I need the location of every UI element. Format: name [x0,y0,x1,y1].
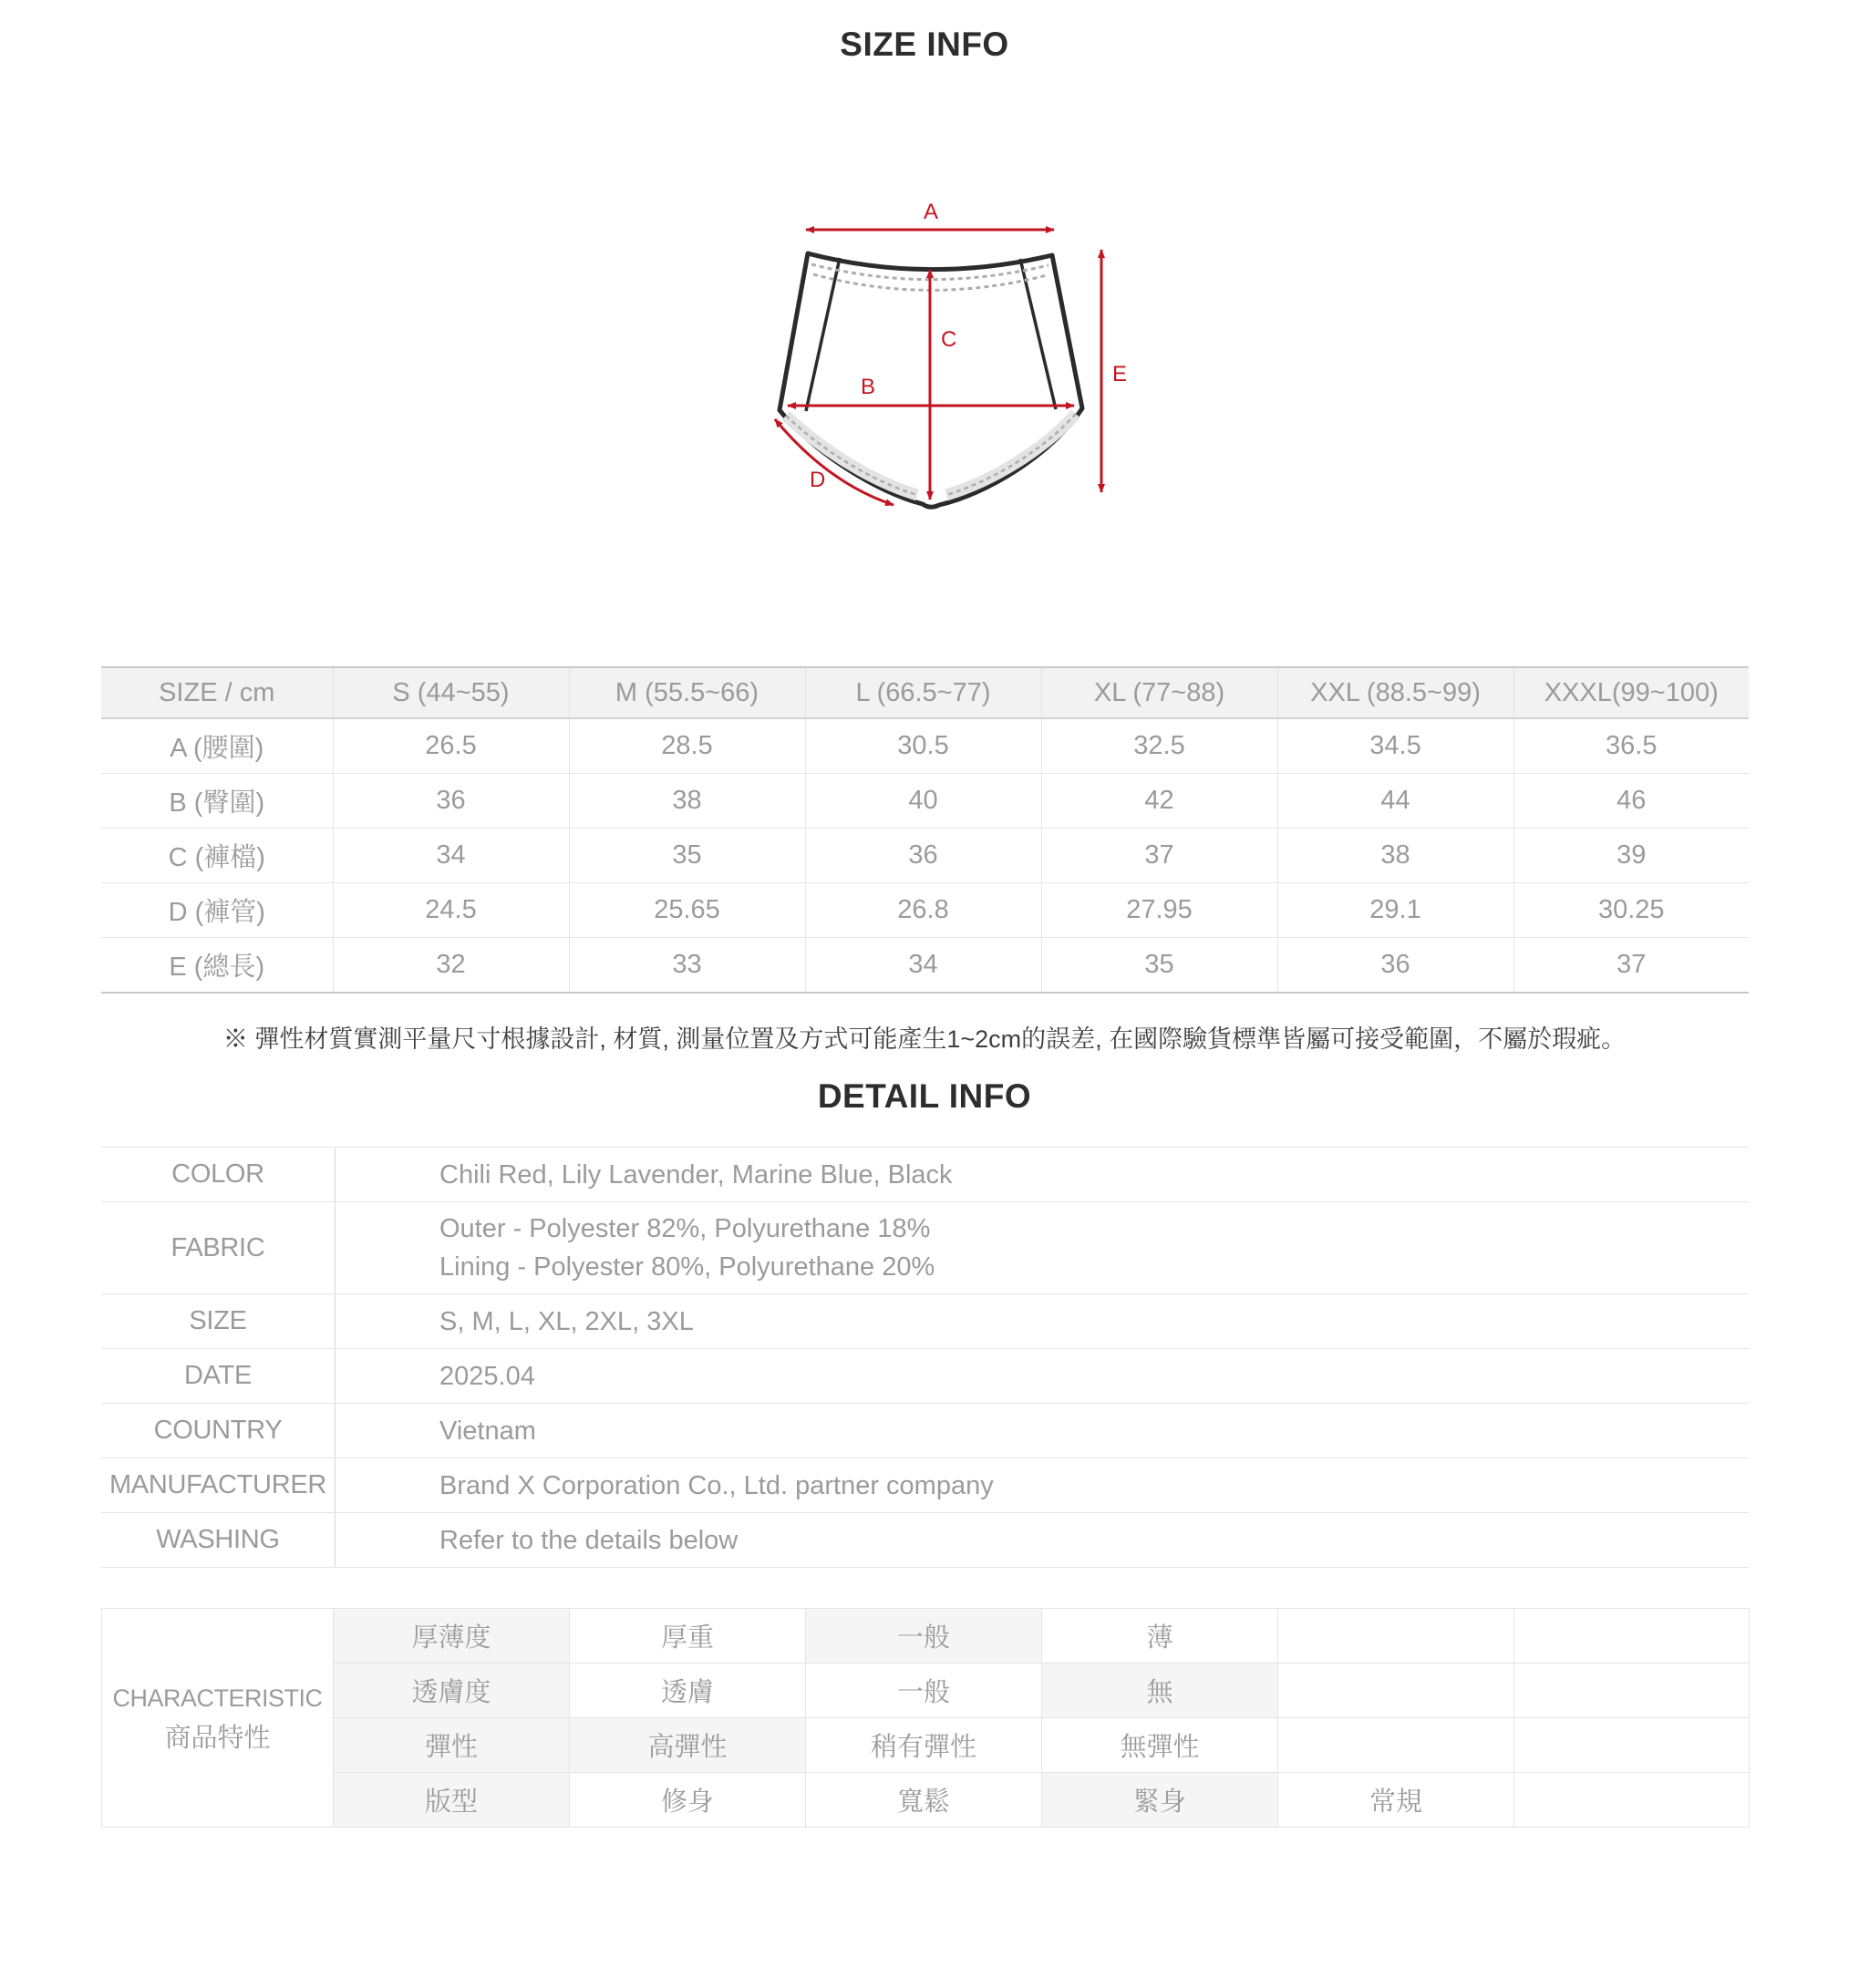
size-value-cell: 35 [569,829,805,883]
size-row-label: B (臀圍) [101,774,333,829]
characteristic-option-cell: 薄 [1042,1609,1278,1664]
arrow-label-c: C [941,327,957,352]
characteristic-row [102,1718,1750,1773]
detail-row-value [336,1513,1750,1568]
detail-row-value [336,1294,1750,1349]
detail-row-value [336,1148,1750,1202]
characteristic-option-cell: 寬鬆 [806,1773,1042,1828]
size-value-cell: 34 [333,829,569,883]
size-value-cell: 39 [1513,829,1749,883]
characteristic-header-cell [102,1609,334,1828]
characteristic-option-cell [1278,1609,1514,1664]
detail-row-label: MANUFACTURER [101,1458,336,1513]
detail-value-line: 2025.04 [439,1361,535,1391]
size-value-cell: 40 [805,774,1041,829]
detail-value-line: Chili Red, Lily Lavender, Marine Blue, Black [439,1159,953,1190]
characteristic-option-cell: 一般 [806,1664,1042,1718]
size-value-cell: 38 [1277,829,1513,883]
detail-table-row [101,1148,1749,1202]
detail-row-label: COUNTRY [101,1404,336,1458]
characteristic-sublabel: 商品特性 [164,1723,271,1753]
size-value-cell: 36.5 [1513,718,1749,774]
detail-info-table [101,1147,1749,1568]
measurement-tolerance-note: ※ 彈性材質實測平量尺寸根據設計, 材質, 測量位置及方式可能產生1~2cm的誤差, 在國際驗貨標準皆屬可接受範圍，不屬於瑕疵。 [222,1025,1627,1053]
size-table-header-cell: L (66.5~77) [805,667,1041,718]
detail-row-value [336,1458,1750,1513]
size-value-cell: 32 [333,938,569,994]
arrow-label-b: B [861,375,876,399]
size-table-row [101,774,1749,829]
size-table-row [101,718,1749,774]
size-table-header-cell: XXXL(99~100) [1513,667,1749,718]
characteristic-attribute-cell: 版型 [334,1773,570,1828]
size-row-label: E (總長) [101,938,333,994]
detail-table-row [101,1349,1749,1404]
arrow-label-a: A [924,200,939,224]
size-value-cell: 30.5 [805,718,1041,774]
detail-row-value [336,1202,1750,1294]
size-table-row [101,829,1749,883]
detail-row-label: WASHING [101,1513,336,1568]
characteristic-option-cell: 無彈性 [1042,1718,1278,1773]
arrow-label-d: D [810,468,826,492]
size-value-cell: 26.5 [333,718,569,774]
size-value-cell: 36 [333,774,569,829]
characteristic-option-cell [1278,1664,1514,1718]
size-value-cell: 42 [1041,774,1277,829]
size-value-cell: 36 [805,829,1041,883]
characteristic-option-cell: 無 [1042,1664,1278,1718]
characteristic-attribute-cell: 厚薄度 [334,1609,570,1664]
characteristic-option-cell: 透膚 [570,1664,806,1718]
garment-diagram [748,180,1158,545]
characteristic-table [101,1608,1750,1828]
size-row-label: D (褲管) [101,883,333,938]
arrow-label-e: E [1112,362,1128,386]
detail-value-line: Vietnam [439,1416,536,1446]
characteristic-option-cell: 緊身 [1042,1773,1278,1828]
size-table-header-cell: S (44~55) [333,667,569,718]
detail-value-line: Brand X Corporation Co., Ltd. partner company [439,1470,994,1500]
size-value-cell: 30.25 [1513,883,1749,938]
characteristic-label: CHARACTERISTIC [112,1684,323,1712]
characteristic-row [102,1609,1750,1664]
size-table-header-cell: SIZE / cm [101,667,333,718]
detail-table-row [101,1404,1749,1458]
size-value-cell: 34 [805,938,1041,994]
detail-row-value [336,1404,1750,1458]
detail-table-row [101,1513,1749,1568]
size-value-cell: 38 [569,774,805,829]
characteristic-option-cell: 常規 [1278,1773,1514,1828]
detail-table-row [101,1458,1749,1513]
detail-row-label: FABRIC [101,1202,336,1294]
detail-value-line: Outer - Polyester 82%, Polyurethane 18% [439,1214,931,1243]
detail-row-value [336,1349,1750,1404]
size-info-title: SIZE INFO [840,26,1009,63]
size-value-cell: 29.1 [1277,883,1513,938]
size-value-cell: 35 [1041,938,1277,994]
characteristic-option-cell [1514,1609,1750,1664]
size-table-header-cell: XL (77~88) [1041,667,1277,718]
size-value-cell: 37 [1041,829,1277,883]
characteristic-option-cell [1278,1718,1514,1773]
detail-value-line: Refer to the details below [439,1525,739,1555]
detail-row-label: SIZE [101,1294,336,1349]
characteristic-option-cell [1514,1718,1750,1773]
size-value-cell: 24.5 [333,883,569,938]
detail-row-label: DATE [101,1349,336,1404]
size-value-cell: 26.8 [805,883,1041,938]
size-table-header-row [101,667,1749,718]
size-table-header-cell: XXL (88.5~99) [1277,667,1513,718]
detail-row-label: COLOR [101,1148,336,1202]
size-table [101,666,1749,994]
characteristic-attribute-cell: 彈性 [334,1718,570,1773]
panty-diagram-svg [748,180,1158,545]
characteristic-option-cell: 稍有彈性 [806,1718,1042,1773]
characteristic-attribute-cell: 透膚度 [334,1664,570,1718]
detail-value-line: S, M, L, XL, 2XL, 3XL [439,1306,694,1336]
characteristic-option-cell: 一般 [806,1609,1042,1664]
characteristic-option-cell: 厚重 [570,1609,806,1664]
size-value-cell: 28.5 [569,718,805,774]
size-table-body [101,718,1749,993]
characteristic-option-cell: 修身 [570,1773,806,1828]
size-value-cell: 36 [1277,938,1513,994]
size-value-cell: 27.95 [1041,883,1277,938]
size-table-row [101,938,1749,994]
size-value-cell: 37 [1513,938,1749,994]
characteristic-row [102,1773,1750,1828]
detail-info-title: DETAIL INFO [817,1077,1032,1115]
characteristic-option-cell [1514,1773,1750,1828]
characteristic-option-cell [1514,1664,1750,1718]
size-value-cell: 33 [569,938,805,994]
size-row-label: A (腰圍) [101,718,333,774]
size-value-cell: 34.5 [1277,718,1513,774]
size-table-header-cell: M (55.5~66) [569,667,805,718]
detail-table-row [101,1202,1749,1294]
size-value-cell: 32.5 [1041,718,1277,774]
size-value-cell: 44 [1277,774,1513,829]
characteristic-row [102,1664,1750,1718]
detail-value-line: Lining - Polyester 80%, Polyurethane 20% [439,1252,935,1282]
size-value-cell: 25.65 [569,883,805,938]
size-table-row [101,883,1749,938]
detail-table-row [101,1294,1749,1349]
size-value-cell: 46 [1513,774,1749,829]
size-row-label: C (褲檔) [101,829,333,883]
characteristic-option-cell: 高彈性 [570,1718,806,1773]
